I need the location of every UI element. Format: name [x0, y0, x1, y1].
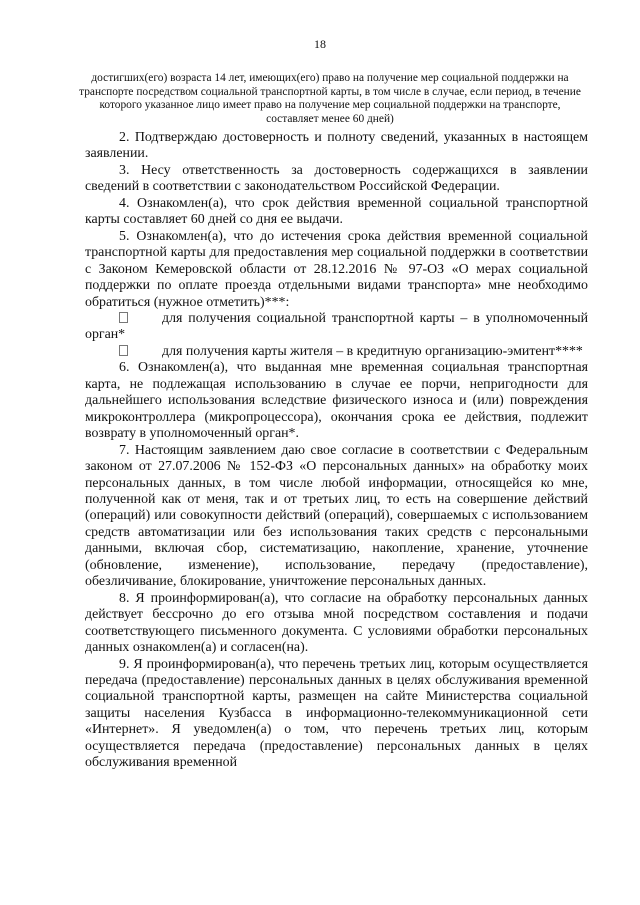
paragraph-2: 2. Подтверждаю достоверность и полноту сведений, указанных в настоящем заявлении.	[85, 130, 588, 162]
paragraph-7: 7. Настоящим заявлением даю свое согласие в соответствии с Федеральным законом от 27.07.2006 № 152-ФЗ «О персональных данных» на обработку моих персональных данных, в том числе любой информации, относящейся ко мне, полученной как от меня, так и от третьих лиц, то есть на совершение действий (операций) или совокупности действий (операций), совершаемых с использованием средств автоматизации или без использования таких средств с персональными данными, включая сбор, систематизацию, накопление, хранение, уточнение (обновление, изменение), использование, передачу (предоставление), обезличивание, блокирование, уничтожение персональных данных.	[85, 442, 588, 590]
option-resident-card	[85, 344, 588, 360]
option-social-card	[85, 311, 588, 344]
paragraph-8: 8. Я проинформирован(а), что согласие на обработку персональных данных действует бессрочно до его отзыва мной посредством составления и подачи соответствующего письменного документа. С условиями обработки персональных данных ознакомлен(а) и согласен(на).	[85, 590, 588, 656]
option-resident-card-label: для получения карты жителя – в кредитную организацию-эмитент****	[162, 343, 583, 359]
paragraph-3: 3. Несу ответственность за достоверность содержащихся в заявлении сведений в соответствии с законодательством Российской Федерации.	[85, 162, 588, 195]
social-card-checkbox[interactable]	[119, 312, 128, 323]
age-note-text: достигших(его) возраста 14 лет, имеющих(его) право на получение мер социальной поддержки на транспорте посредством социальной транспортной карты, в том числе в случае, если период, в течение которого указанное лицо имеет право на получение мер социальной поддержки на транспорте, составляет менее 60 дней)	[79, 72, 581, 125]
paragraph-9: 9. Я проинформирован(а), что перечень третьих лиц, которым осуществляется передача (предоставление) персональных данных в целях обслуживания временной социальной транспортной карты, размещен на сайте Министерства социальной защиты населения Кузбасса в информационно-телекоммуникационной сети «Интернет». Я уведомлен(а) о том, что перечень третьих лиц, которым осуществляется передача (предоставление) персональных данных в целях обслуживания временной	[85, 656, 588, 771]
document-body	[85, 130, 588, 772]
paragraph-5: 5. Ознакомлен(а), что до истечения срока действия временной социальной транспортной карты для предоставления мер социальной поддержки в соответствии с Законом Кемеровской области от 28.12.2016 № 97-ОЗ «О мерах социальной поддержки по оплате проезда отдельными видами транспорта» мне необходимо обратиться (нужное отметить)***:	[85, 228, 588, 310]
paragraph-6: 6. Ознакомлен(а), что выданная мне временная социальная транспортная карта, не подлежащая использованию в случае ее порчи, непригодности для дальнейшего использования вследствие физического износа и (или) повреждения микроконтроллера (микропроцессора), окончания срока ее действия, подлежит возврату в уполномоченный орган*.	[85, 360, 588, 442]
option-social-card-label: для получения социальной транспортной карты – в уполномоченный орган*	[85, 310, 588, 343]
paragraph-4: 4. Ознакомлен(а), что срок действия временной социальной транспортной карты составляет 60 дней со дня ее выдачи.	[85, 195, 588, 228]
page-number: 18	[314, 37, 326, 51]
resident-card-checkbox[interactable]	[119, 345, 128, 356]
